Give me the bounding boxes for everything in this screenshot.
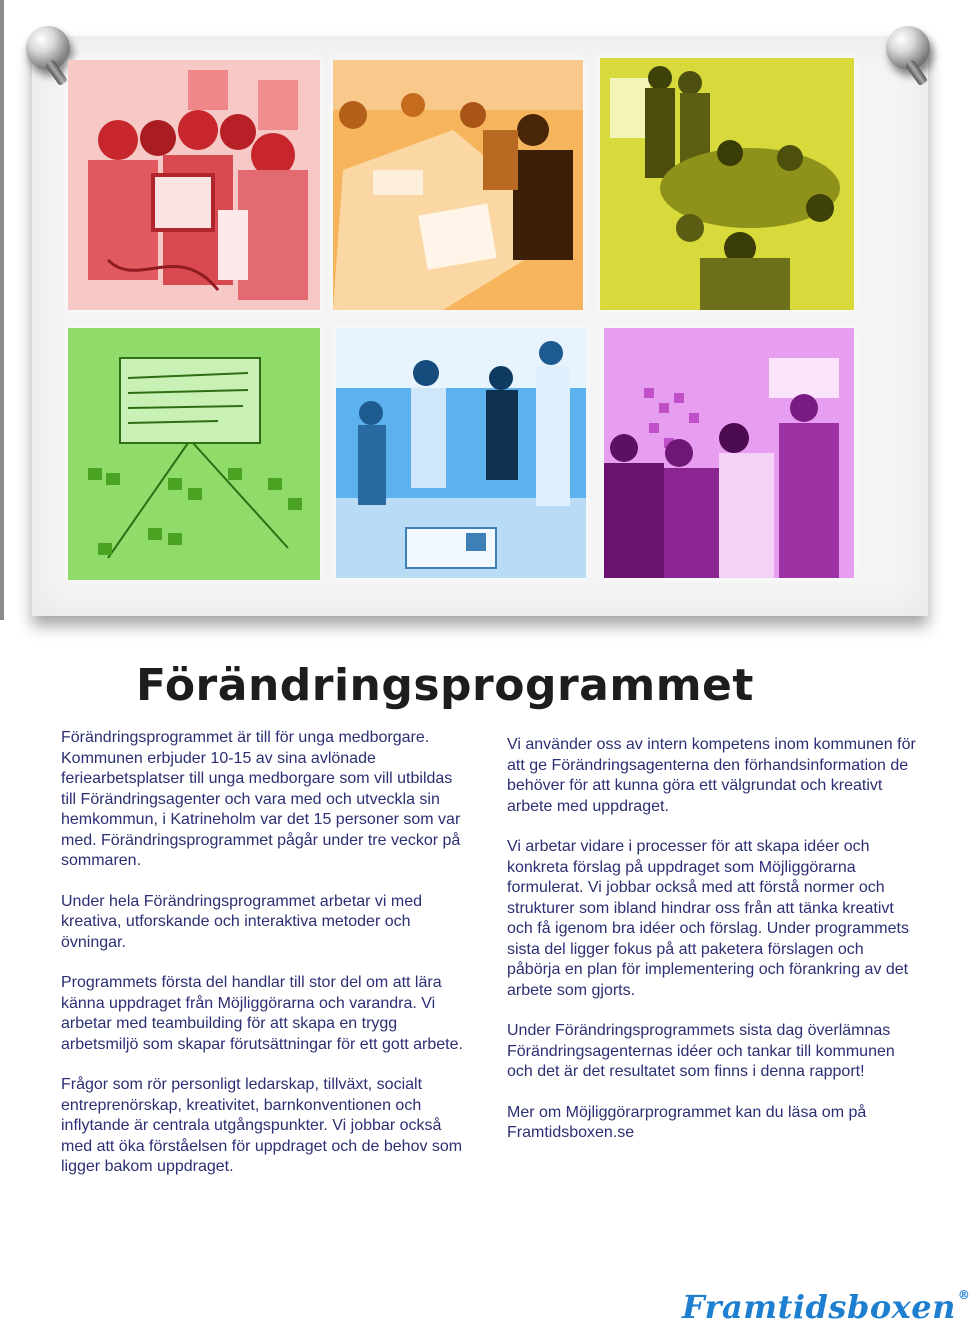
photo-red-group-at-computer bbox=[68, 60, 320, 310]
photo-blue-floor-model bbox=[336, 328, 586, 578]
paragraph: Vi arbetar vidare i processer för att skapa idéer och konkreta förslag på uppdraget som Möjliggörarna formulerat. Vi jobbar också med att förstå normer och strukturer som ibland hindrar oss från att tänka kreativt och få igenom bra idéer och förslag. Under programmets sista del ligger fokus på att paketera förslagen och påbörja en plan för implementering och förankring av det arbete som gjorts. bbox=[507, 838, 909, 999]
logo-text: Framtidsboxen bbox=[682, 1288, 956, 1326]
paragraph: Under hela Förändringsprogrammet arbetar vi med kreativa, utforskande och interaktiva metoder och övningar. bbox=[61, 892, 423, 951]
photo-magenta-workshop bbox=[604, 328, 854, 578]
paragraph: Under Förändringsprogrammets sista dag överlämnas Förändringsagenternas idéer och tankar till kommunen och det är det resultatet som finns i denna rapport! bbox=[507, 1022, 895, 1080]
photo-green-whiteboard bbox=[68, 328, 320, 580]
right-text-column bbox=[507, 735, 917, 1164]
photo-yellow-group-circle bbox=[600, 58, 854, 310]
photo-orange-meeting-table bbox=[333, 60, 583, 310]
paragraph: Mer om Möjliggörarprogrammet kan du läsa om på Framtidsboxen.se bbox=[507, 1103, 867, 1141]
paragraph: Programmets första del handlar till stor del om att lära känna uppdraget från Möjliggörarna och varandra. Vi arbetar med teambuilding för att skapa en trygg arbetsmiljö som skapar förutsättningar för ett gott arbete. bbox=[61, 974, 463, 1053]
left-edge-rule bbox=[0, 0, 4, 620]
left-text-column bbox=[61, 728, 471, 1198]
pushpin-icon bbox=[26, 26, 70, 70]
pushpin-icon bbox=[886, 26, 930, 70]
registered-icon: ® bbox=[957, 1288, 970, 1302]
paragraph: Frågor som rör personligt ledarskap, tillväxt, socialt entreprenörskap, kreativitet, barnkonventionen och inflytande är centrala utgångspunkter. Vi jobbar också med att öka förståelsen för uppdraget och de behov som ligger bakom uppdraget. bbox=[61, 1076, 463, 1175]
page-title: Förändringsprogrammet bbox=[136, 660, 754, 711]
paragraph: Förändringsprogrammet är till för unga medborgare. Kommunen erbjuder 10-15 av sina avlönade feriearbetsplatser till unga medborgare som vill utbildas till Förändringsagenter och vara med och utveckla sin hemkommun, i Katrineholm var det 15 personer som var med. Förändringsprogrammet pågår under tre veckor på sommaren. bbox=[61, 729, 461, 869]
framtidsboxen-logo bbox=[682, 1288, 970, 1330]
paragraph: Vi använder oss av intern kompetens inom kommunen för att ge Förändringsagenterna den förhandsinformation de behöver för att kunna göra ett välgrundat och kreativt arbete med uppdraget. bbox=[507, 736, 916, 815]
